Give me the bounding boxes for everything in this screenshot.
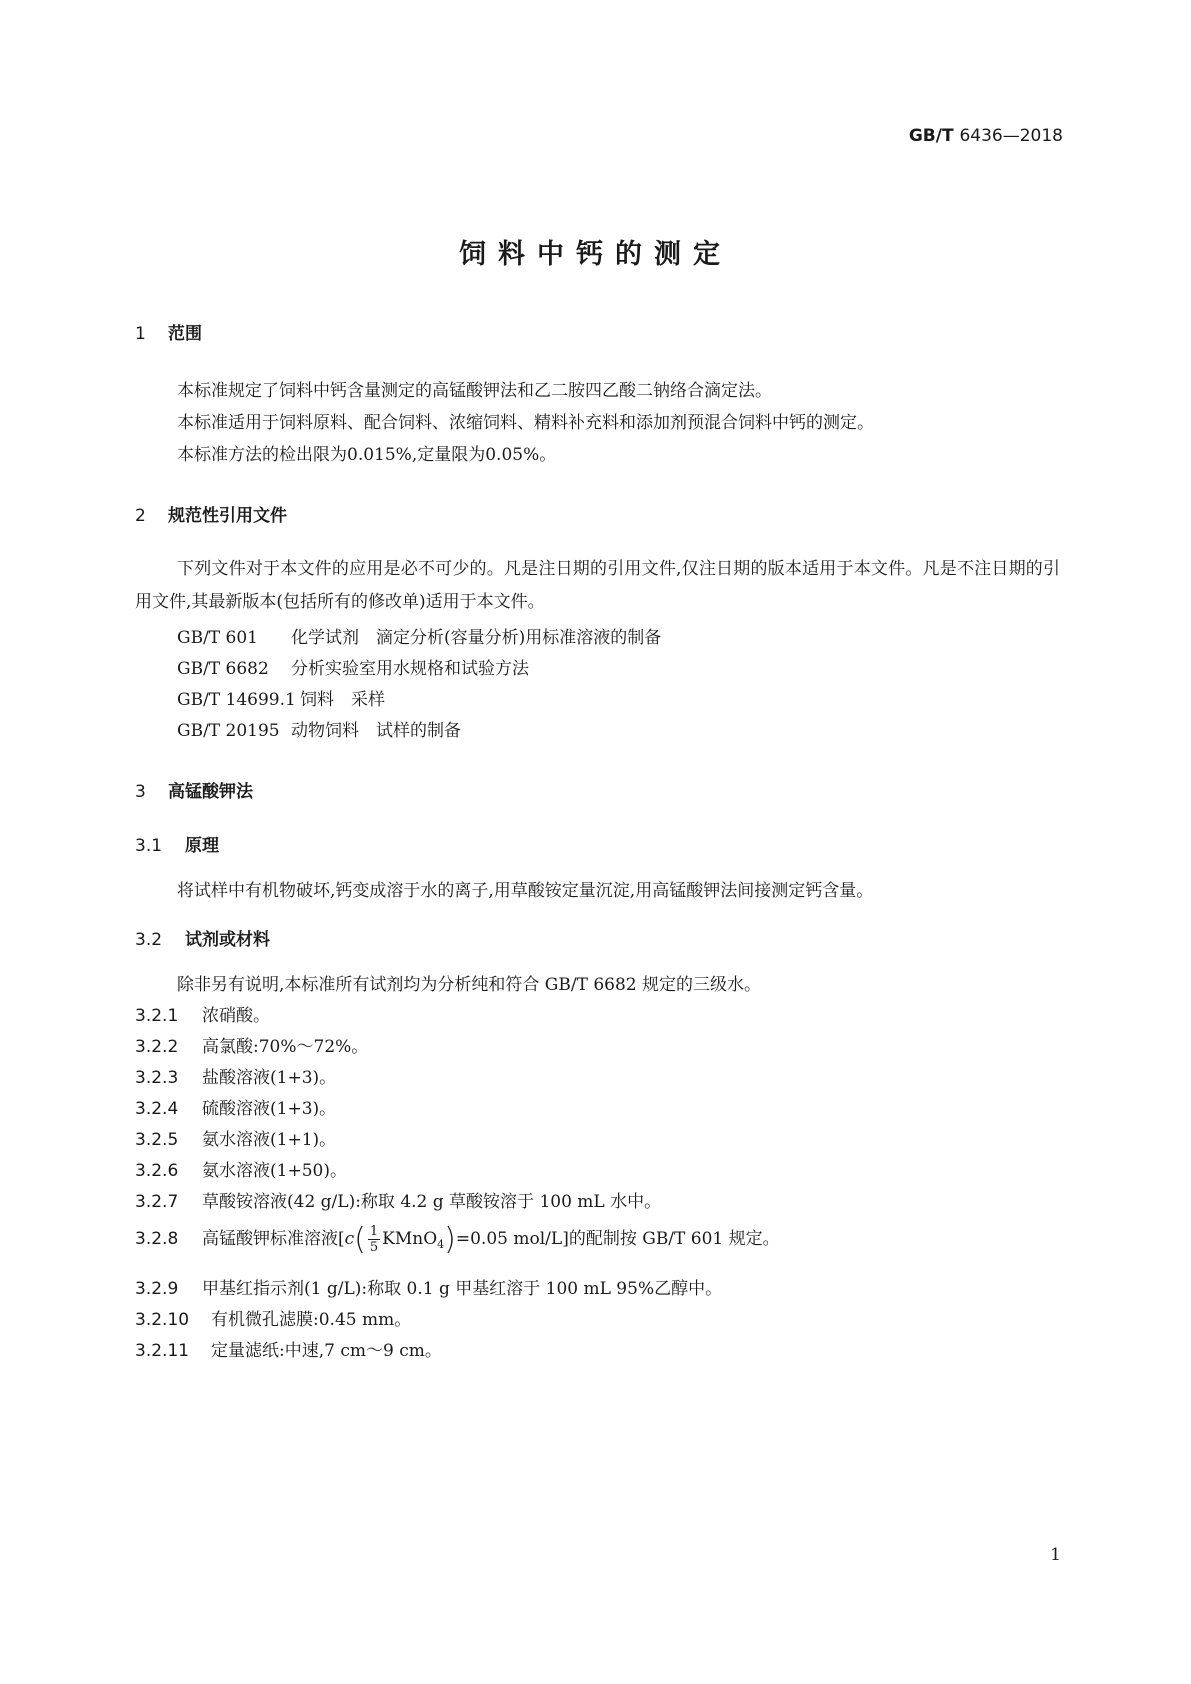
list-item-formula: 3.2.8 高锰酸钾标准溶液[c( $\frac{1}{5}$ KMnO$_4$)=0.05 mol/L]的配制按 GB/T 601 规定。 — [135, 1222, 780, 1257]
reference-item: GB/T 601 化学试剂 滴定分析(容量分析)用标准溶液的制备 — [177, 628, 662, 648]
fraction: $\frac{1}{5}$ — [369, 1224, 379, 1255]
close-paren: ) — [444, 1222, 456, 1257]
list-item: 3.2.6 氨水溶液(1+50)。 — [135, 1161, 347, 1181]
list-item: 3.2.9 甲基红指示剂(1 g/L):称取 0.1 g 甲基红溶于 100 mL 95%乙醇中。 — [135, 1279, 723, 1299]
page-number: 1 — [1050, 1545, 1061, 1565]
list-item: 3.2.2 高氯酸:70%～72%。 — [135, 1037, 369, 1057]
section-3-heading: 3 高锰酸钾法 — [135, 782, 253, 802]
list-item: 3.2.3 盐酸溶液(1+3)。 — [135, 1068, 337, 1088]
paragraph: 本标准适用于饲料原料、配合饲料、浓缩饲料、精料补充料和添加剂预混合饲料中钙的测定。 — [177, 413, 874, 433]
paragraph: 本标准方法的检出限为0.015%,定量限为0.05%。 — [177, 445, 557, 465]
reference-item: GB/T 14699.1 饲料 采样 — [177, 690, 385, 710]
section-3-1-heading: 3.1 原理 — [135, 836, 219, 856]
reference-item: GB/T 20195 动物饲料 试样的制备 — [177, 721, 461, 741]
open-paren: ( — [354, 1222, 366, 1257]
section-1-heading: 1 范围 — [135, 324, 202, 344]
paragraph: 本标准规定了饲料中钙含量测定的高锰酸钾法和乙二胺四乙酸二钠络合滴定法。 — [177, 381, 772, 401]
reference-item: GB/T 6682 分析实验室用水规格和试验方法 — [177, 659, 529, 679]
page-title: 饲料中钙的测定 — [459, 239, 732, 270]
standard-number: GB/T 6436—2018 — [908, 126, 1063, 146]
paragraph: 将试样中有机物破坏,钙变成溶于水的离子,用草酸铵定量沉淀,用高锰酸钾法间接测定钙含量。 — [177, 881, 874, 901]
list-item: 3.2.7 草酸铵溶液(42 g/L):称取 4.2 g 草酸铵溶于 100 mL 水中。 — [135, 1192, 662, 1212]
list-item: 3.2.5 氨水溶液(1+1)。 — [135, 1130, 337, 1150]
list-item: 3.2.11 定量滤纸:中速,7 cm～9 cm。 — [135, 1341, 442, 1361]
list-item: 3.2.1 浓硝酸。 — [135, 1006, 270, 1026]
section-3-2-heading: 3.2 试剂或材料 — [135, 930, 270, 950]
list-item: 3.2.10 有机微孔滤膜:0.45 mm。 — [135, 1310, 412, 1330]
section-2-heading: 2 规范性引用文件 — [135, 506, 287, 526]
list-item: 3.2.4 硫酸溶液(1+3)。 — [135, 1099, 337, 1119]
paragraph: 除非另有说明,本标准所有试剂均为分析纯和符合 GB/T 6682 规定的三级水。 — [177, 975, 762, 995]
paragraph: 下列文件对于本文件的应用是必不可少的。凡是注日期的引用文件,仅注日期的版本适用于本文件。凡是不注日期的引用文件,其最新版本(包括所有的修改单)适用于本文件。 — [135, 559, 1060, 612]
